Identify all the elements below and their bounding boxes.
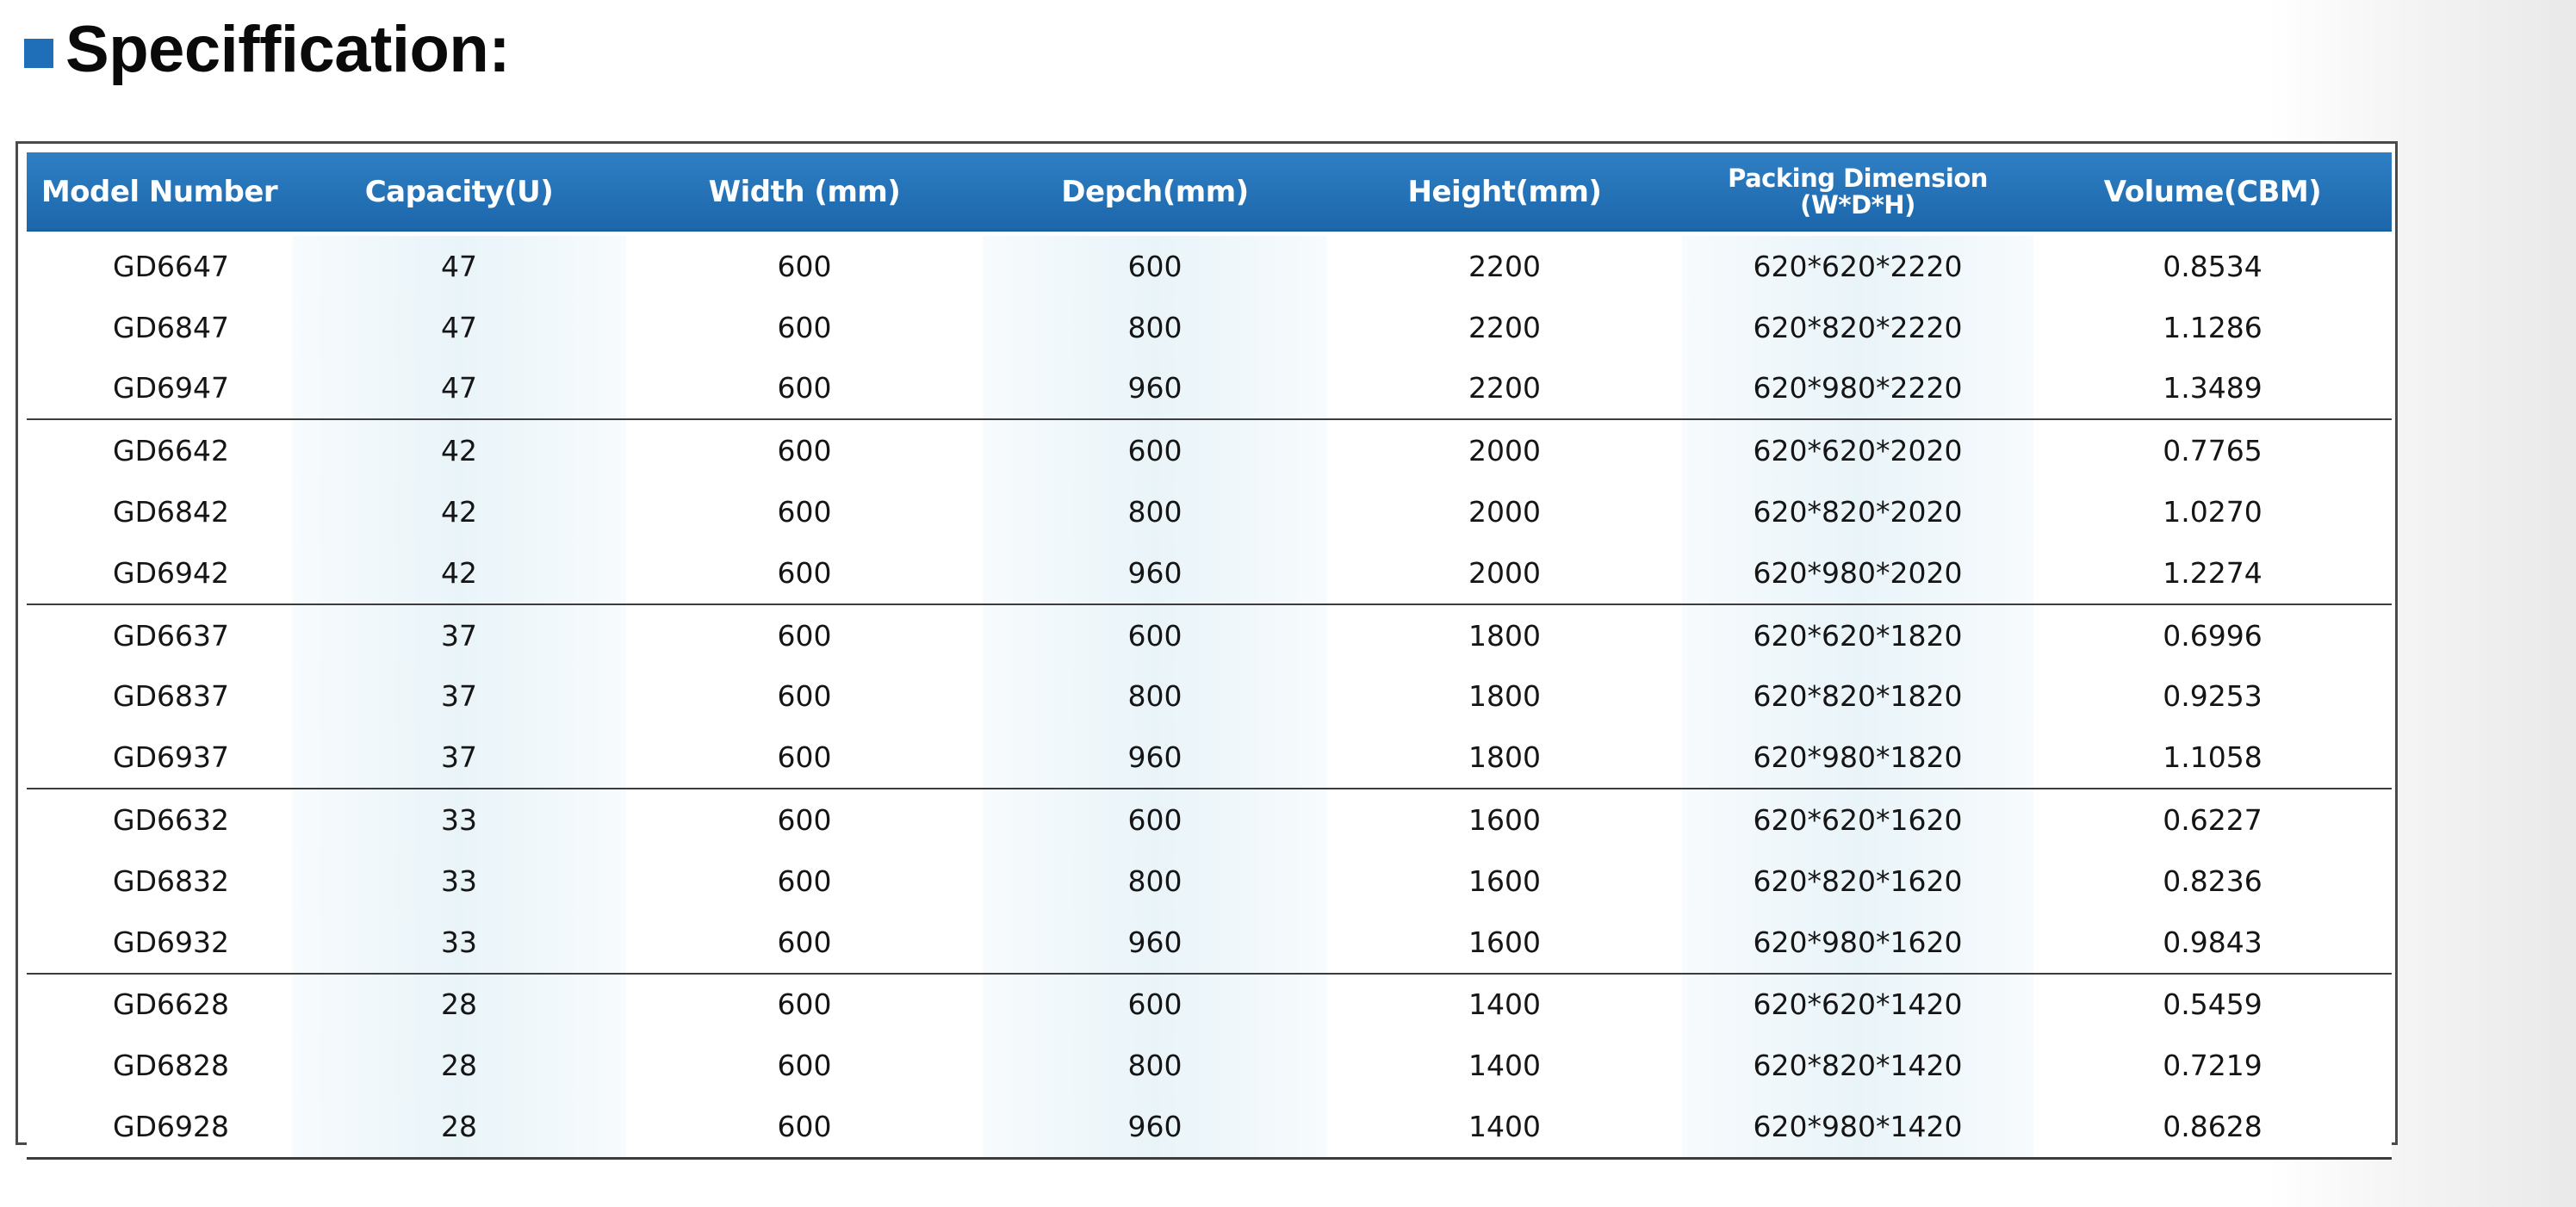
height-cell: 2000 (1327, 481, 1682, 542)
header-capacity: Capacity(U) (292, 152, 626, 234)
width-cell: 600 (626, 727, 983, 789)
height-cell: 2200 (1327, 297, 1682, 358)
model-number-cell: GD6832 (27, 851, 292, 912)
capacity-cell: 28 (292, 974, 626, 1036)
height-cell: 1600 (1327, 912, 1682, 974)
header-packing-line1: Packing Dimension (1728, 164, 1988, 193)
table-row (27, 666, 2392, 727)
width-cell: 600 (626, 1096, 983, 1158)
model-number-cell: GD6847 (27, 297, 292, 358)
table-row (27, 542, 2392, 604)
title-text: Speciffication: (65, 12, 511, 86)
table-row (27, 604, 2392, 666)
capacity-cell: 33 (292, 912, 626, 974)
table-row (27, 1035, 2392, 1096)
header-row (27, 152, 2392, 234)
depth-cell: 960 (983, 358, 1327, 420)
table-row (27, 974, 2392, 1036)
width-cell: 600 (626, 234, 983, 297)
volume-cell: 1.0270 (2033, 481, 2392, 542)
depth-cell: 800 (983, 666, 1327, 727)
volume-cell: 0.9843 (2033, 912, 2392, 974)
table-row (27, 358, 2392, 420)
table-row (27, 234, 2392, 297)
packing-dimension-cell: 620*620*1420 (1682, 974, 2033, 1036)
volume-cell: 1.1286 (2033, 297, 2392, 358)
width-cell: 600 (626, 789, 983, 851)
height-cell: 1600 (1327, 851, 1682, 912)
header-width: Width (mm) (626, 152, 983, 234)
capacity-cell: 47 (292, 297, 626, 358)
volume-cell: 0.5459 (2033, 974, 2392, 1036)
header-height: Height(mm) (1327, 152, 1682, 234)
height-cell: 2000 (1327, 542, 1682, 604)
packing-dimension-cell: 620*620*1620 (1682, 789, 2033, 851)
title-bullet-square-icon (24, 39, 53, 68)
spec-table-body (27, 234, 2392, 1159)
volume-cell: 1.3489 (2033, 358, 2392, 420)
packing-dimension-cell: 620*620*2020 (1682, 419, 2033, 481)
packing-dimension-cell: 620*980*2220 (1682, 358, 2033, 420)
capacity-cell: 33 (292, 851, 626, 912)
volume-cell: 0.8534 (2033, 234, 2392, 297)
height-cell: 1400 (1327, 974, 1682, 1036)
model-number-cell: GD6632 (27, 789, 292, 851)
volume-cell: 0.7219 (2033, 1035, 2392, 1096)
width-cell: 600 (626, 358, 983, 420)
header-packing-line2: (W*D*H) (1800, 190, 1915, 220)
height-cell: 2200 (1327, 234, 1682, 297)
packing-dimension-cell: 620*980*1820 (1682, 727, 2033, 789)
depth-cell: 800 (983, 1035, 1327, 1096)
depth-cell: 800 (983, 481, 1327, 542)
width-cell: 600 (626, 297, 983, 358)
model-number-cell: GD6842 (27, 481, 292, 542)
depth-cell: 960 (983, 727, 1327, 789)
model-number-cell: GD6828 (27, 1035, 292, 1096)
depth-cell: 800 (983, 297, 1327, 358)
depth-cell: 600 (983, 789, 1327, 851)
volume-cell: 0.6996 (2033, 604, 2392, 666)
capacity-cell: 47 (292, 234, 626, 297)
capacity-cell: 28 (292, 1096, 626, 1158)
model-number-cell: GD6647 (27, 234, 292, 297)
table-row (27, 419, 2392, 481)
header-model-number: Model Number (27, 152, 292, 234)
table-row (27, 297, 2392, 358)
capacity-cell: 42 (292, 419, 626, 481)
model-number-cell: GD6637 (27, 604, 292, 666)
depth-cell: 960 (983, 912, 1327, 974)
depth-cell: 960 (983, 1096, 1327, 1158)
table-row (27, 727, 2392, 789)
volume-cell: 0.8628 (2033, 1096, 2392, 1158)
capacity-cell: 28 (292, 1035, 626, 1096)
width-cell: 600 (626, 481, 983, 542)
model-number-cell: GD6928 (27, 1096, 292, 1158)
model-number-cell: GD6837 (27, 666, 292, 727)
capacity-cell: 37 (292, 666, 626, 727)
table-row (27, 481, 2392, 542)
height-cell: 1400 (1327, 1035, 1682, 1096)
height-cell: 1600 (1327, 789, 1682, 851)
volume-cell: 1.1058 (2033, 727, 2392, 789)
table-row (27, 912, 2392, 974)
width-cell: 600 (626, 851, 983, 912)
width-cell: 600 (626, 666, 983, 727)
packing-dimension-cell: 620*820*1620 (1682, 851, 2033, 912)
packing-dimension-cell: 620*980*2020 (1682, 542, 2033, 604)
depth-cell: 600 (983, 974, 1327, 1036)
spec-table-frame (16, 141, 2398, 1145)
height-cell: 2200 (1327, 358, 1682, 420)
packing-dimension-cell: 620*820*1820 (1682, 666, 2033, 727)
volume-cell: 1.2274 (2033, 542, 2392, 604)
height-cell: 2000 (1327, 419, 1682, 481)
depth-cell: 800 (983, 851, 1327, 912)
height-cell: 1800 (1327, 727, 1682, 789)
width-cell: 600 (626, 912, 983, 974)
width-cell: 600 (626, 542, 983, 604)
capacity-cell: 37 (292, 604, 626, 666)
height-cell: 1800 (1327, 666, 1682, 727)
width-cell: 600 (626, 604, 983, 666)
packing-dimension-cell: 620*820*2220 (1682, 297, 2033, 358)
height-cell: 1800 (1327, 604, 1682, 666)
capacity-cell: 42 (292, 542, 626, 604)
packing-dimension-cell: 620*980*1620 (1682, 912, 2033, 974)
height-cell: 1400 (1327, 1096, 1682, 1158)
packing-dimension-cell: 620*620*1820 (1682, 604, 2033, 666)
model-number-cell: GD6947 (27, 358, 292, 420)
header-volume: Volume(CBM) (2033, 152, 2392, 234)
packing-dimension-cell: 620*980*1420 (1682, 1096, 2033, 1158)
header-packing-dimension (1682, 152, 2033, 234)
page-title (24, 12, 510, 86)
depth-cell: 960 (983, 542, 1327, 604)
capacity-cell: 33 (292, 789, 626, 851)
model-number-cell: GD6942 (27, 542, 292, 604)
model-number-cell: GD6642 (27, 419, 292, 481)
capacity-cell: 42 (292, 481, 626, 542)
volume-cell: 0.7765 (2033, 419, 2392, 481)
spec-table-header (27, 152, 2392, 234)
packing-dimension-cell: 620*820*1420 (1682, 1035, 2033, 1096)
model-number-cell: GD6937 (27, 727, 292, 789)
packing-dimension-cell: 620*620*2220 (1682, 234, 2033, 297)
table-row (27, 789, 2392, 851)
packing-dimension-cell: 620*820*2020 (1682, 481, 2033, 542)
capacity-cell: 47 (292, 358, 626, 420)
model-number-cell: GD6932 (27, 912, 292, 974)
volume-cell: 0.9253 (2033, 666, 2392, 727)
model-number-cell: GD6628 (27, 974, 292, 1036)
capacity-cell: 37 (292, 727, 626, 789)
table-row (27, 851, 2392, 912)
width-cell: 600 (626, 419, 983, 481)
spec-table (27, 152, 2392, 1160)
depth-cell: 600 (983, 419, 1327, 481)
width-cell: 600 (626, 1035, 983, 1096)
depth-cell: 600 (983, 234, 1327, 297)
header-depth: Depch(mm) (983, 152, 1327, 234)
table-row (27, 1096, 2392, 1158)
volume-cell: 0.8236 (2033, 851, 2392, 912)
depth-cell: 600 (983, 604, 1327, 666)
volume-cell: 0.6227 (2033, 789, 2392, 851)
width-cell: 600 (626, 974, 983, 1036)
